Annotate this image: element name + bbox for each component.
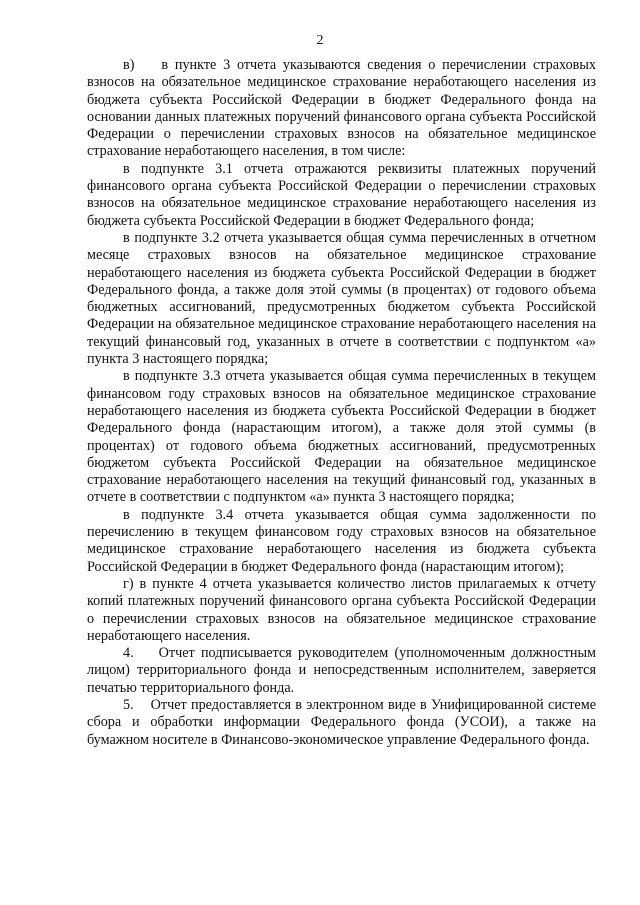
paragraph-item-g: г) в пункте 4 отчета указывается количество листов прилагаемых к отчету копий платежных поручений финансового органа субъекта Российской Федерации о перечислении страховых взносов на обязательное медицинское страхование неработающего населения. (87, 575, 596, 644)
paragraph-subitem-3-2: в подпункте 3.2 отчета указывается общая сумма перечисленных в отчетном месяце страховых взносов на обязательное медицинское страхование неработающего населения из бюджета субъекта Российской Федерации в бюджет Федерального фонда, а также доля этой суммы (в процентах) от годового объема бюджетных ассигнований, предусмотренных бюджетом субъекта Российской Федерации на обязательное медицинское страхование неработающего населения на текущий финансовый год, указанных в отчете в соответствии с подпунктом «а» пункта 3 настоящего порядка; (87, 229, 596, 368)
paragraph-section-4: 4. Отчет подписывается руководителем (уполномоченным должностным лицом) территориального фонда и непосредственным исполнителем, заверяется печатью территориального фонда. (87, 645, 596, 696)
paragraph-item-v: в) в пункте 3 отчета указываются сведения о перечислении страховых взносов на обязательное медицинское страхование неработающего населения из бюджета субъекта Российской Федерации в бюджет Федерального фонда на основании данных платежных поручений финансового органа субъекта Российской Федерации о перечислении страховых взносов на обязательное медицинское страхование неработающего населения, в том числе: (87, 57, 596, 160)
paragraph-subitem-3-1: в подпункте 3.1 отчета отражаются реквизиты платежных поручений финансового органа субъекта Российской Федерации о перечислении страховых взносов на обязательное медицинское страхование неработающего населения из бюджета субъекта Российской Федерации в бюджет Федерального фонда; (87, 160, 596, 229)
paragraph-subitem-3-4: в подпункте 3.4 отчета указывается общая сумма задолженности по перечислению в текущем финансовом году страховых взносов на обязательное медицинское страхование неработающего населения из бюджета субъекта Российской Федерации в бюджет Федерального фонда (нарастающим итогом); (87, 506, 596, 575)
page-number: 2 (316, 33, 324, 48)
paragraph-subitem-3-3: в подпункте 3.3 отчета указывается общая сумма перечисленных в текущем финансовом году страховых взносов на обязательное медицинское страхование неработающего населения из бюджета субъекта Российской Федерации в бюджет Федерального фонда (нарастающим итогом), а также доля этой суммы (в процентах) от годового объема бюджетных ассигнований, предусмотренных бюджетом субъекта Российской Федерации на обязательное медицинское страхование неработающего населения на текущий финансовый год, указанных в отчете в соответствии с подпунктом «а» пункта 3 настоящего порядка; (87, 368, 596, 506)
document-body (87, 57, 596, 749)
paragraph-section-5: 5. Отчет предоставляется в электронном виде в Унифицированной системе сбора и обработки информации Федерального фонда (УСОИ), а также на бумажном носителе в Финансово-экономическое управление Федерального фонда. (87, 696, 596, 748)
